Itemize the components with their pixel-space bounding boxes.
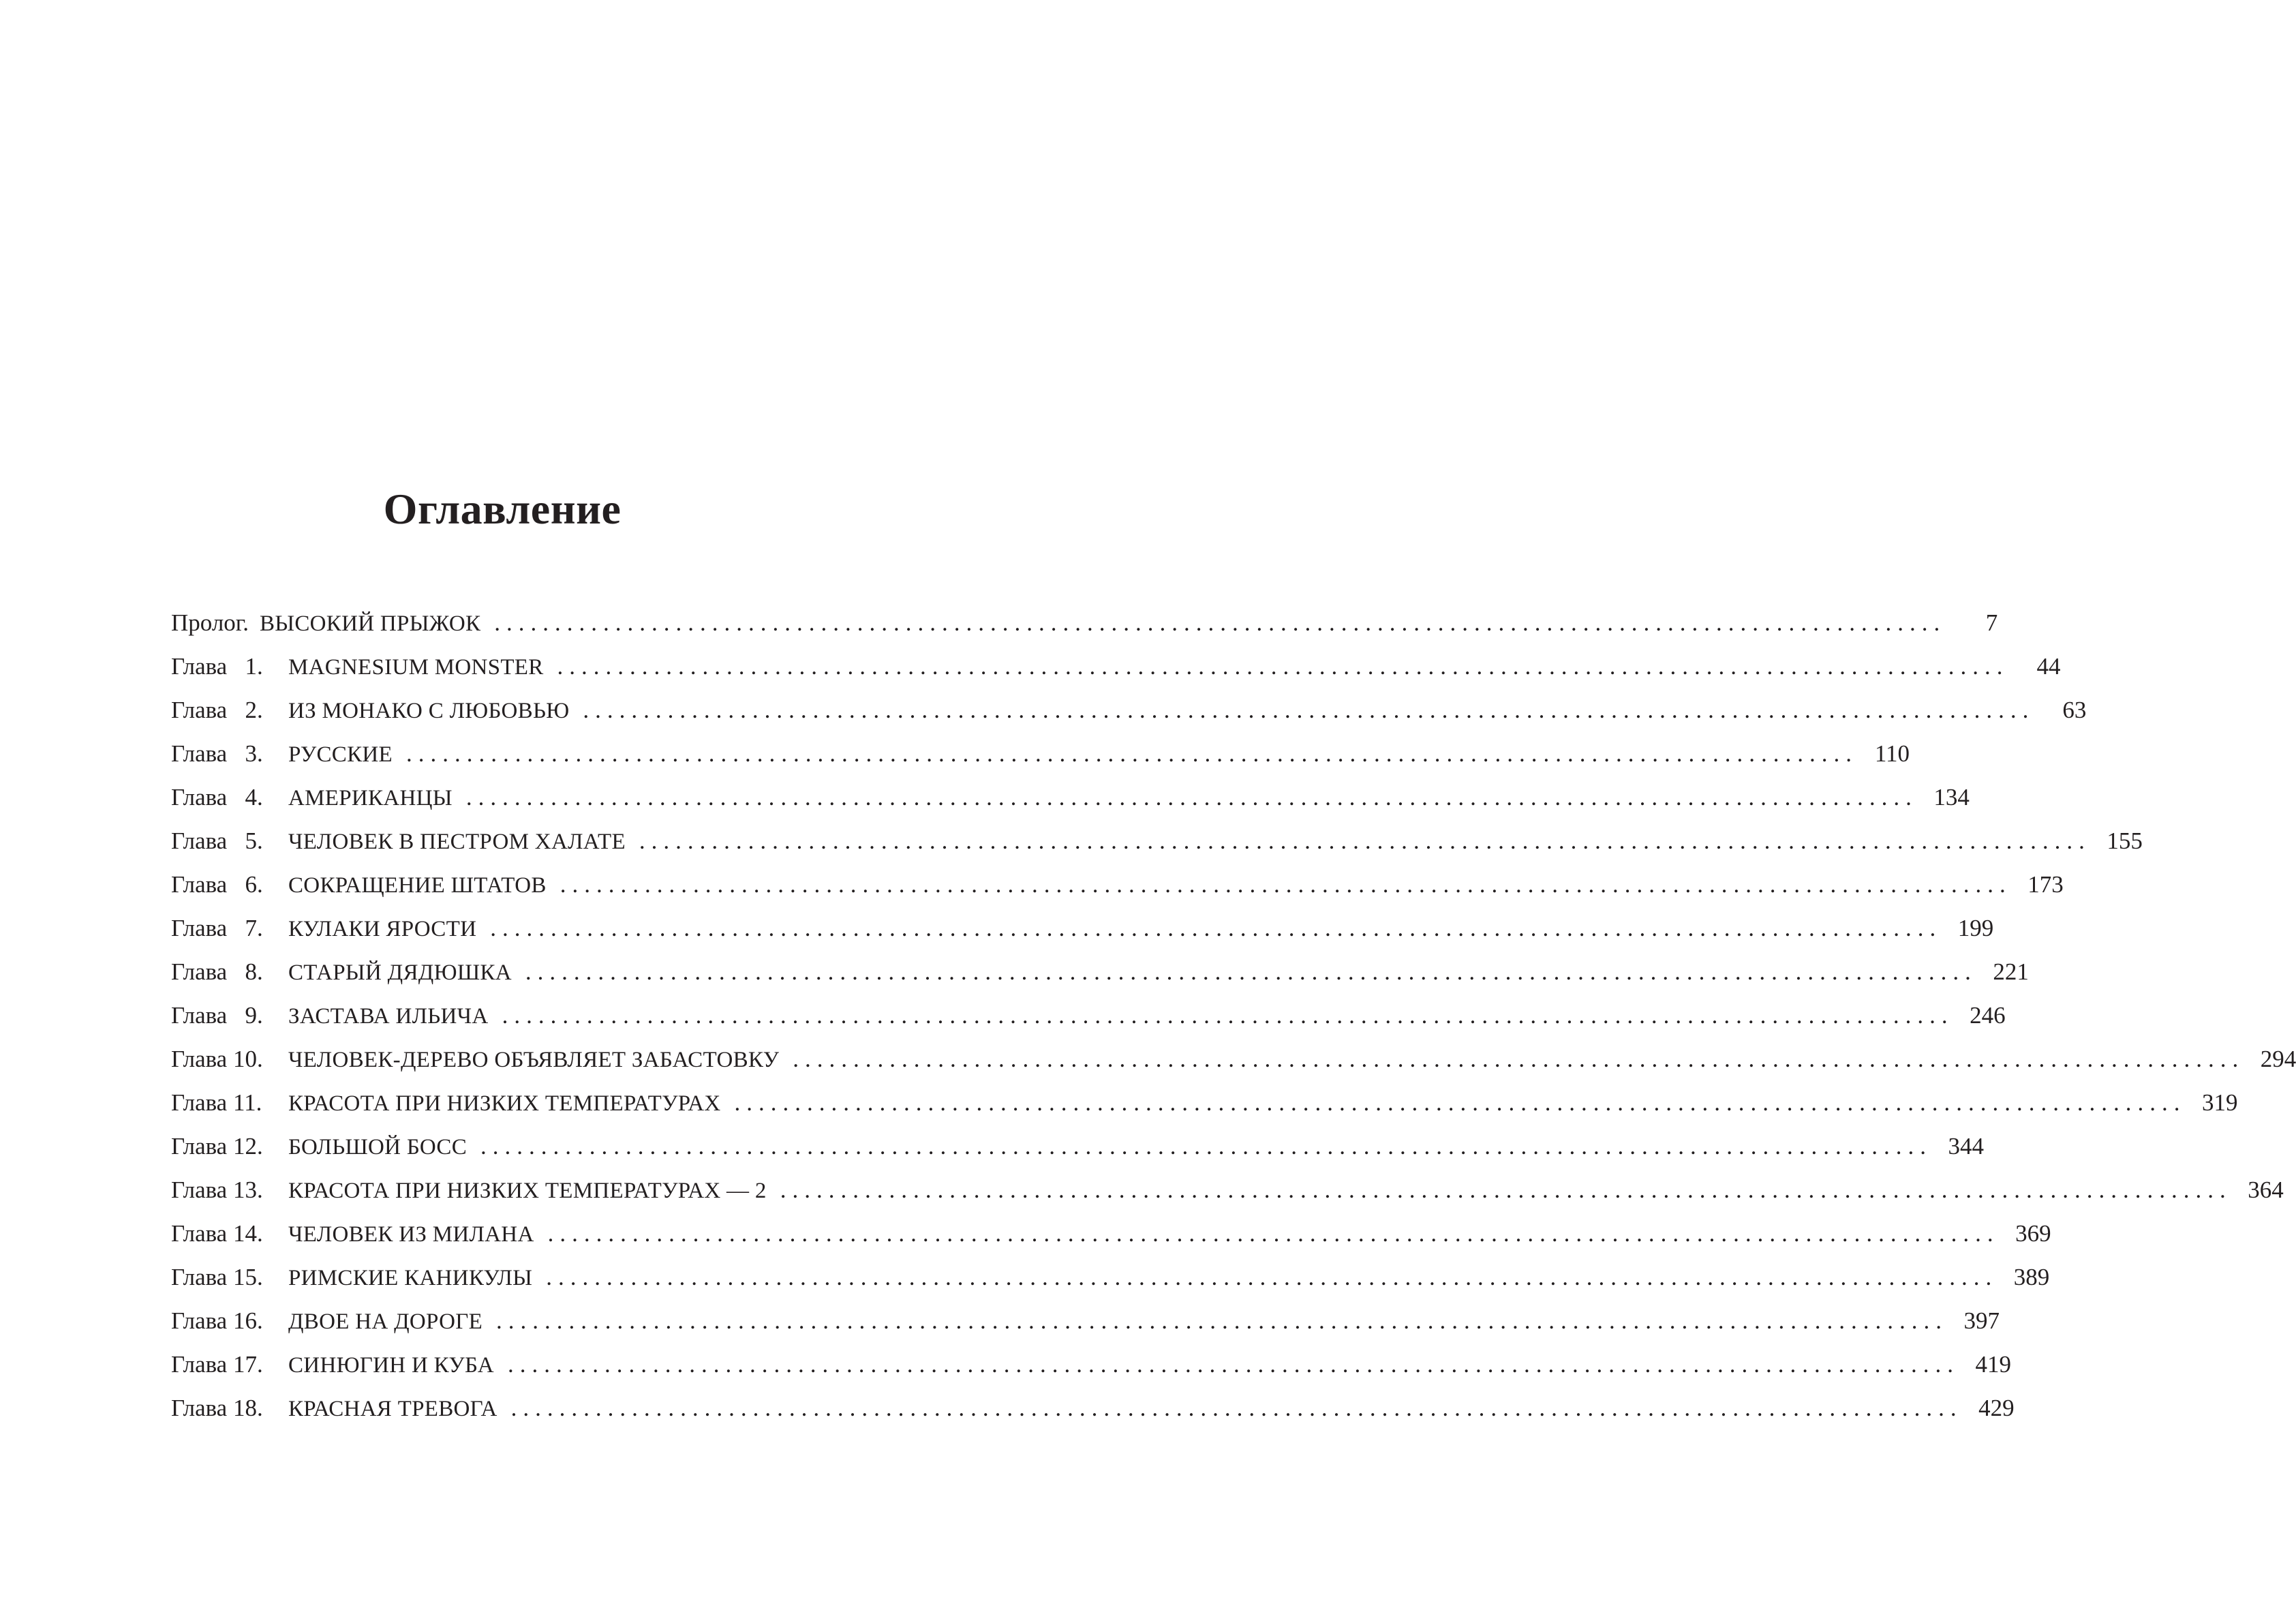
toc-entry-page-number: 246 xyxy=(1970,1002,2006,1029)
toc-entry-label: Глава 16. xyxy=(171,1307,263,1334)
toc-entry-label: Глава 6. xyxy=(171,871,263,898)
toc-entry-label: Глава 9. xyxy=(171,1002,263,1029)
toc-entry xyxy=(171,1168,2284,1212)
toc-entry-page-number: 429 xyxy=(1978,1395,2015,1421)
toc-entry-heading: СТАРЫЙ ДЯДЮШКА xyxy=(288,960,512,985)
toc-entry-label: Глава 13. xyxy=(171,1177,263,1203)
toc-entry-page-number: 110 xyxy=(1874,740,1910,767)
toc-entry-page-number: 364 xyxy=(2248,1177,2284,1203)
table-of-contents xyxy=(171,601,2296,1430)
toc-entry-heading: MAGNESIUM MONSTER xyxy=(288,655,544,680)
dot-leader: ........................................................................................................................ xyxy=(510,1395,1963,1421)
toc-entry-label: Глава 5. xyxy=(171,828,263,854)
toc-entry-page-number: 44 xyxy=(2036,653,2061,680)
dot-leader: ........................................................................................................................ xyxy=(494,609,1946,636)
toc-entry-heading: КРАСОТА ПРИ НИЗКИХ ТЕМПЕРАТУРАХ — 2 xyxy=(288,1179,767,1203)
toc-entry xyxy=(171,819,2143,863)
toc-entry-heading: ЧЕЛОВЕК ИЗ МИЛАНА xyxy=(288,1222,534,1247)
toc-entry xyxy=(171,776,1970,819)
toc-entry xyxy=(171,1125,1985,1168)
dot-leader: ........................................................................................................................ xyxy=(547,1220,2000,1247)
toc-entry xyxy=(171,1386,2015,1430)
toc-entry-label: Глава 4. xyxy=(171,784,263,810)
toc-entry-label: Глава 11. xyxy=(171,1089,262,1116)
toc-entry-page-number: 344 xyxy=(1948,1133,1985,1159)
toc-entry-heading: КУЛАКИ ЯРОСТИ xyxy=(288,917,477,941)
dot-leader: ........................................................................................................................ xyxy=(557,653,2009,680)
toc-entry xyxy=(171,601,1998,645)
toc-entry-heading: РИМСКИЕ КАНИКУЛЫ xyxy=(288,1266,533,1290)
toc-entry-page-number: 155 xyxy=(2107,828,2143,854)
toc-entry-label: Глава 7. xyxy=(171,915,263,941)
dot-leader: ........................................................................................................................ xyxy=(639,828,2091,854)
toc-entry-heading: КРАСОТА ПРИ НИЗКИХ ТЕМПЕРАТУРАХ xyxy=(288,1091,721,1116)
toc-entry xyxy=(171,1037,2296,1081)
dot-leader: ........................................................................................................................ xyxy=(583,697,2035,723)
toc-entry xyxy=(171,1081,2238,1125)
toc-entry-label: Глава 15. xyxy=(171,1264,263,1290)
dot-leader: ........................................................................................................................ xyxy=(507,1351,1959,1378)
toc-entry-heading: ВЫСОКИЙ ПРЫЖОК xyxy=(259,611,481,636)
toc-entry-page-number: 294 xyxy=(2260,1046,2296,1072)
toc-entry-label: Глава 14. xyxy=(171,1220,263,1247)
toc-entry-page-number: 199 xyxy=(1957,915,1994,941)
dot-leader: ........................................................................................................................ xyxy=(502,1002,1954,1029)
toc-entry xyxy=(171,1343,2011,1386)
page-title: Оглавление xyxy=(383,485,622,533)
toc-entry-page-number: 389 xyxy=(2013,1264,2050,1290)
toc-entry-label: Глава 12. xyxy=(171,1133,263,1159)
toc-entry-heading: АМЕРИКАНЦЫ xyxy=(288,786,453,810)
toc-entry-heading: КРАСНАЯ ТРЕВОГА xyxy=(288,1397,498,1421)
toc-entry xyxy=(171,950,2029,994)
dot-leader: ........................................................................................................................ xyxy=(496,1307,1948,1334)
toc-entry-page-number: 63 xyxy=(2062,697,2087,723)
toc-entry-heading: ЧЕЛОВЕК В ПЕСТРОМ ХАЛАТЕ xyxy=(288,830,626,854)
toc-entry-label: Глава 1. xyxy=(171,653,263,680)
toc-entry-heading: СОКРАЩЕНИЕ ШТАТОВ xyxy=(288,873,547,898)
toc-entry xyxy=(171,1299,2000,1343)
toc-entry-page-number: 173 xyxy=(2027,871,2064,898)
toc-entry-page-number: 221 xyxy=(1993,958,2029,985)
toc-entry-page-number: 369 xyxy=(2015,1220,2051,1247)
toc-entry xyxy=(171,1212,2051,1256)
toc-entry-heading: ЗАСТАВА ИЛЬИЧА xyxy=(288,1004,489,1029)
toc-entry-label: Глава 8. xyxy=(171,958,263,985)
dot-leader: ........................................................................................................................ xyxy=(465,784,1918,810)
toc-entry xyxy=(171,688,2087,732)
dot-leader: ........................................................................................................................ xyxy=(480,1133,1933,1159)
dot-leader: ........................................................................................................................ xyxy=(780,1177,2232,1203)
toc-entry-heading: ИЗ МОНАКО С ЛЮБОВЬЮ xyxy=(288,699,570,723)
toc-entry-page-number: 319 xyxy=(2201,1089,2238,1116)
toc-entry-heading: ДВОЕ НА ДОРОГЕ xyxy=(288,1309,483,1334)
dot-leader: ........................................................................................................................ xyxy=(734,1089,2186,1116)
toc-entry xyxy=(171,732,1910,776)
toc-entry xyxy=(171,994,2006,1037)
toc-entry-label: Глава 10. xyxy=(171,1046,263,1072)
toc-entry-heading: РУССКИЕ xyxy=(288,742,393,767)
toc-entry-heading: БОЛЬШОЙ БОСС xyxy=(288,1135,468,1159)
toc-entry-page-number: 397 xyxy=(1963,1307,2000,1334)
toc-entry-label: Глава 18. xyxy=(171,1395,263,1421)
dot-leader: ........................................................................................................................ xyxy=(560,871,2012,898)
toc-entry-page-number: 134 xyxy=(1933,784,1970,810)
toc-entry-label: Глава 2. xyxy=(171,697,263,723)
toc-entry-label: Пролог. xyxy=(171,609,249,636)
toc-entry xyxy=(171,645,2061,688)
dot-leader: ........................................................................................................................ xyxy=(525,958,1977,985)
dot-leader: ........................................................................................................................ xyxy=(793,1046,2245,1072)
toc-entry xyxy=(171,863,2064,907)
toc-entry-label: Глава 3. xyxy=(171,740,263,767)
dot-leader: ........................................................................................................................ xyxy=(490,915,1942,941)
dot-leader: ........................................................................................................................ xyxy=(546,1264,1998,1290)
toc-entry xyxy=(171,1256,2050,1299)
toc-entry-heading: ЧЕЛОВЕК-ДЕРЕВО ОБЪЯВЛЯЕТ ЗАБАСТОВКУ xyxy=(288,1048,780,1072)
toc-entry-page-number: 7 xyxy=(1985,609,1998,636)
dot-leader: ........................................................................................................................ xyxy=(406,740,1858,767)
toc-entry xyxy=(171,907,1994,950)
toc-entry-label: Глава 17. xyxy=(171,1351,263,1378)
toc-entry-heading: СИНЮГИН И КУБА xyxy=(288,1353,494,1378)
toc-entry-page-number: 419 xyxy=(1975,1351,2011,1378)
